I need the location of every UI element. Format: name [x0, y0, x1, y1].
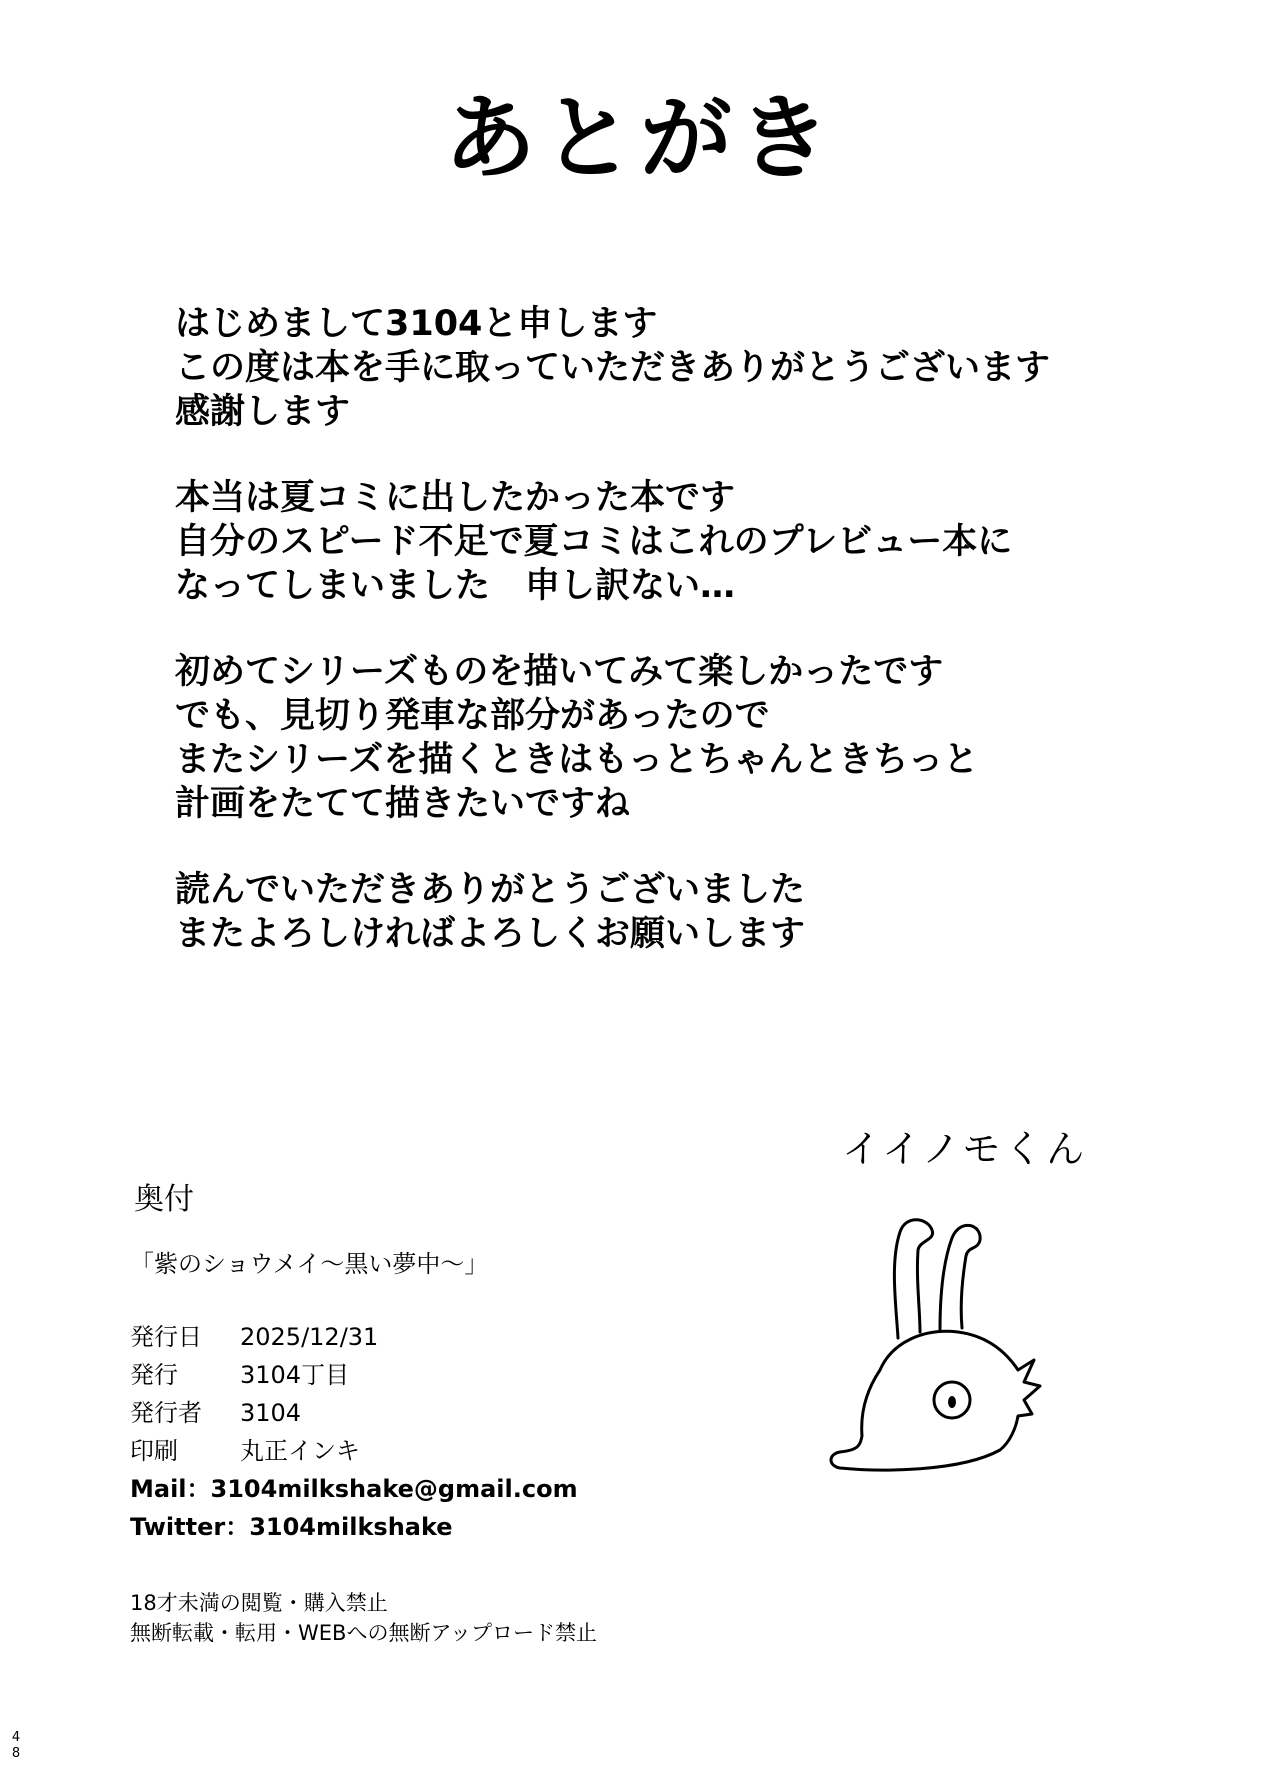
text-line: 感謝します — [175, 392, 351, 432]
afterword-body — [175, 302, 1175, 998]
text-line: またよろしければよろしくお願いします — [175, 914, 806, 954]
text-line: はじめまして3104と申します — [175, 304, 658, 344]
info-label: 発行者 — [130, 1399, 202, 1427]
publish-date-row — [130, 1318, 690, 1356]
drawing-caption: イイノモくん — [842, 1127, 1089, 1171]
info-value: 丸正インキ — [240, 1437, 360, 1465]
paragraph-background — [175, 476, 1175, 608]
text-line: でも、見切り発車な部分があったので — [175, 696, 770, 736]
colophon-heading: 奥付 — [134, 1182, 194, 1217]
text-line: 読んでいただきありがとうございました — [175, 870, 806, 910]
info-label: 印刷 — [130, 1437, 178, 1465]
colophon — [130, 1180, 690, 1648]
text-line: 計画をたてて描きたいですね — [175, 784, 631, 824]
page-number: 48 — [11, 1730, 21, 1761]
age-restriction-notice: 18才未満の閲覧・購入禁止 — [130, 1591, 388, 1615]
printer-row — [130, 1432, 690, 1470]
info-value: 2025/12/31 — [240, 1323, 379, 1351]
paragraph-reflection — [175, 650, 1175, 826]
info-label: 発行 — [130, 1361, 178, 1389]
text-line: なってしまいました 申し訳ない… — [175, 566, 736, 606]
text-line: 初めてシリーズものを描いてみて楽しかったです — [175, 652, 944, 692]
character-drawing — [820, 1210, 1060, 1475]
reproduction-notice: 無断転載・転用・WEBへの無断アップロード禁止 — [130, 1621, 597, 1645]
book-title: 「紫のショウメイ〜黒い夢中〜」 — [130, 1250, 489, 1278]
page-title: あとがき — [443, 84, 836, 192]
info-value: 3104 — [240, 1399, 302, 1427]
twitter-line: Twitter：3104milkshake — [130, 1513, 453, 1541]
issuer-row — [130, 1394, 690, 1432]
mail-line: Mail：3104milkshake@gmail.com — [130, 1475, 578, 1503]
paragraph-closing — [175, 868, 1175, 956]
text-line: この度は本を手に取っていただきありがとうございます — [175, 348, 1051, 388]
eye-pupil — [948, 1396, 956, 1408]
text-line: またシリーズを描くときはもっとちゃんときちっと — [175, 740, 979, 780]
publisher-row — [130, 1356, 690, 1394]
notices — [130, 1588, 690, 1648]
text-line: 本当は夏コミに出したかった本です — [175, 478, 736, 518]
text-line: 自分のスピード不足で夏コミはこれのプレビュー本に — [175, 522, 1013, 562]
paragraph-greeting — [175, 302, 1175, 434]
info-label: 発行日 — [130, 1323, 202, 1351]
info-value: 3104丁目 — [240, 1361, 350, 1389]
